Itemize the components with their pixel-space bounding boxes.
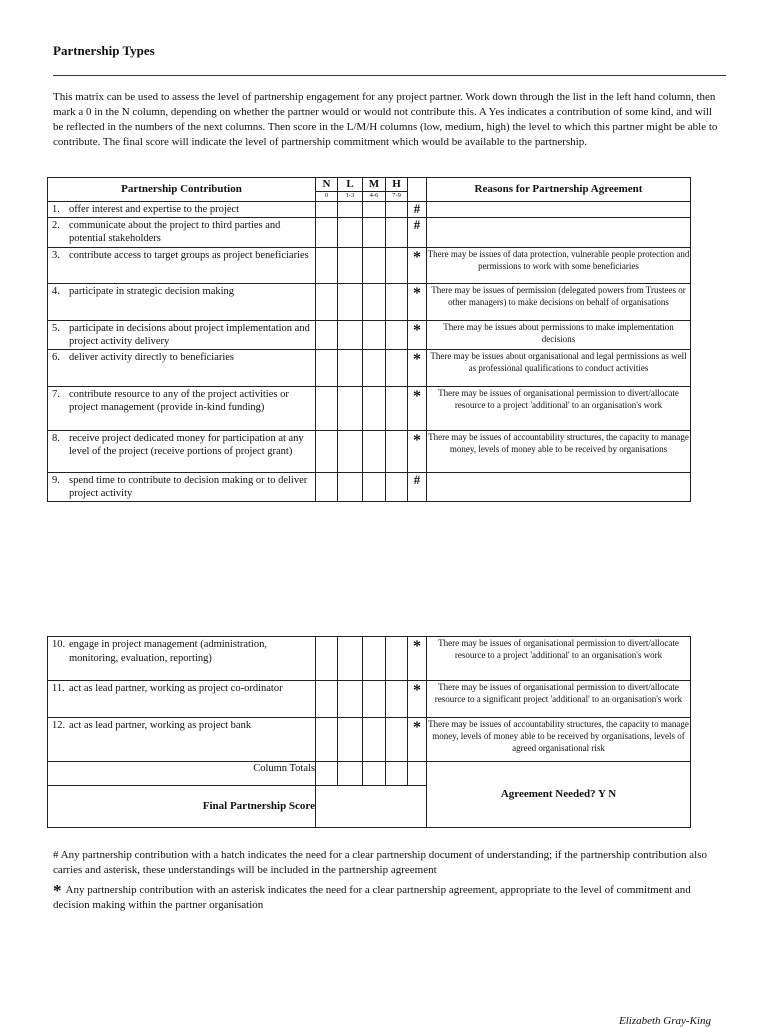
table-row <box>48 386 691 430</box>
table-row <box>48 320 691 349</box>
table-row <box>48 247 691 283</box>
contribution-cell <box>48 386 316 430</box>
score-h-cell[interactable] <box>386 472 408 501</box>
title-divider <box>53 75 726 76</box>
score-m-cell[interactable] <box>363 681 386 718</box>
asterisk-marker: * <box>408 320 427 349</box>
contribution-cell <box>48 247 316 283</box>
hash-marker: # <box>408 472 427 501</box>
score-h-cell[interactable] <box>386 202 408 218</box>
row-number: 9. <box>52 474 60 486</box>
contribution-cell <box>48 637 316 681</box>
row-number: 6. <box>52 351 60 363</box>
contribution-cell <box>48 202 316 218</box>
table-row <box>48 202 691 218</box>
table-row <box>48 637 691 681</box>
score-m-cell[interactable] <box>363 637 386 681</box>
score-m-cell[interactable] <box>363 283 386 320</box>
score-m-cell[interactable] <box>363 217 386 247</box>
contribution-text: receive project dedicated money for participation at any level of the project (receive portions of project grant) <box>69 432 304 457</box>
score-h-cell[interactable] <box>386 217 408 247</box>
reason-cell: There may be issues of organisational permission to divert/allocate resource to a project 'additional' to an organisation's work <box>427 386 691 430</box>
score-h-cell[interactable] <box>386 283 408 320</box>
contribution-text: participate in strategic decision making <box>69 285 235 297</box>
contribution-text: deliver activity directly to beneficiaries <box>69 351 235 363</box>
row-number: 11. <box>52 683 65 694</box>
score-l-cell[interactable] <box>338 637 363 681</box>
table-row <box>48 217 691 247</box>
contribution-cell <box>48 349 316 386</box>
score-l-cell[interactable] <box>338 386 363 430</box>
asterisk-marker: * <box>408 386 427 430</box>
score-h-cell[interactable] <box>386 718 408 762</box>
score-n-cell[interactable] <box>316 430 338 472</box>
score-n-cell[interactable] <box>316 349 338 386</box>
intro-paragraph: This matrix can be used to assess the level of partnership engagement for any project partner. Work down through the list in the left hand column, then mark a 0 in the N column, depending on whether the partner would or would not contribute this. A Yes indicates a contribution of some kind, and will be reflected in the numbers of the next columns. Then score in the L/M/H columns (low, medium, high) the level to which this partner might be able to contribute. The final score will indicate the level of partnership commitment which would be available to the partnership. <box>53 91 718 148</box>
header-m: M 4-6 <box>363 178 386 202</box>
score-l-cell[interactable] <box>338 349 363 386</box>
contribution-text: engage in project management (administration, monitoring, evaluation, reporting) <box>69 639 267 664</box>
score-l-cell[interactable] <box>338 472 363 501</box>
hash-note: # Any partnership contribution with a hatch indicates the need for a clear partnership document of understanding; if the partnership contribution also carries and asterisk, these understandings will be included in the partnership agreement <box>53 849 708 876</box>
matrix-body <box>48 202 691 502</box>
score-n-cell[interactable] <box>316 217 338 247</box>
contribution-cell <box>48 718 316 762</box>
score-n-cell[interactable] <box>316 681 338 718</box>
contribution-text: act as lead partner, working as project co-ordinator <box>69 683 283 694</box>
row-number: 10. <box>52 639 66 650</box>
reason-cell: There may be issues of organisational permission to divert/allocate resource to a project 'additional' to an organisation's work <box>427 637 691 681</box>
column-totals-label: Column Totals <box>48 762 316 786</box>
score-m-cell[interactable] <box>363 202 386 218</box>
contribution-cell <box>48 283 316 320</box>
contribution-cell <box>48 320 316 349</box>
score-l-cell[interactable] <box>338 718 363 762</box>
final-score-cell[interactable] <box>316 786 427 828</box>
table-row <box>48 430 691 472</box>
contribution-text: spend time to contribute to decision making or to deliver project activity <box>69 474 308 499</box>
score-h-cell[interactable] <box>386 320 408 349</box>
score-l-cell[interactable] <box>338 217 363 247</box>
asterisk-marker: * <box>408 681 427 718</box>
score-m-cell[interactable] <box>363 386 386 430</box>
header-flag <box>408 178 427 202</box>
reason-cell: There may be issues about organisational and legal permissions as well as professional qualifications to conduct activities <box>427 349 691 386</box>
score-h-cell[interactable] <box>386 637 408 681</box>
header-h: H 7-9 <box>386 178 408 202</box>
asterisk-marker: * <box>408 349 427 386</box>
header-reasons: Reasons for Partnership Agreement <box>427 178 691 202</box>
row-number: 1. <box>52 204 60 215</box>
row-number: 4. <box>52 285 60 297</box>
contribution-text: offer interest and expertise to the project <box>69 204 240 215</box>
author-footer: Elizabeth Gray-King <box>619 1015 711 1027</box>
table-row <box>48 472 691 501</box>
asterisk-marker: * <box>408 718 427 762</box>
hash-marker: # <box>408 202 427 218</box>
reason-cell <box>427 472 691 501</box>
reason-cell: There may be issues of organisational permission to divert/allocate resource to a significant project 'additional' to an organisation's work <box>427 681 691 718</box>
score-l-cell[interactable] <box>338 681 363 718</box>
contribution-cell <box>48 472 316 501</box>
total-l-cell[interactable] <box>338 762 363 786</box>
asterisk-marker: * <box>408 637 427 681</box>
contribution-text: contribute access to target groups as project beneficiaries <box>69 249 309 261</box>
row-number: 7. <box>52 388 60 400</box>
reason-cell: There may be issues of accountability structures, the capacity to manage money, levels of money able to be received by organisations, levels of agreed organisational risk <box>427 718 691 762</box>
partnership-matrix-table-continued <box>47 636 691 828</box>
score-l-cell[interactable] <box>338 430 363 472</box>
score-m-cell[interactable] <box>363 472 386 501</box>
asterisk-marker: * <box>408 283 427 320</box>
partnership-matrix-table <box>47 177 691 502</box>
total-h-cell[interactable] <box>386 762 408 786</box>
score-n-cell[interactable] <box>316 637 338 681</box>
score-h-cell[interactable] <box>386 386 408 430</box>
total-n-cell[interactable] <box>316 762 338 786</box>
header-n: N 0 <box>316 178 338 202</box>
score-m-cell[interactable] <box>363 349 386 386</box>
table-row <box>48 718 691 762</box>
reason-cell: There may be issues of accountability structures, the capacity to manage money, levels of money able to be received by organisations <box>427 430 691 472</box>
score-n-cell[interactable] <box>316 283 338 320</box>
score-h-cell[interactable] <box>386 430 408 472</box>
score-l-cell[interactable] <box>338 283 363 320</box>
reason-cell <box>427 217 691 247</box>
hash-marker: # <box>408 217 427 247</box>
score-n-cell[interactable] <box>316 386 338 430</box>
header-contribution: Partnership Contribution <box>48 178 316 202</box>
score-h-cell[interactable] <box>386 247 408 283</box>
score-l-cell[interactable] <box>338 320 363 349</box>
contribution-cell <box>48 430 316 472</box>
score-n-cell[interactable] <box>316 472 338 501</box>
score-l-cell[interactable] <box>338 202 363 218</box>
total-flag-cell <box>408 762 427 786</box>
asterisk-note-text: Any partnership contribution with an asterisk indicates the need for a clear partnership agreement, appropriate to the level of commitment and decision making within the partner organisation <box>53 884 691 911</box>
reason-cell: There may be issues of data protection, vulnerable people protection and permissions to work with some beneficiaries <box>427 247 691 283</box>
asterisk-marker: * <box>408 247 427 283</box>
header-l: L 1-3 <box>338 178 363 202</box>
score-h-cell[interactable] <box>386 681 408 718</box>
row-number: 3. <box>52 249 60 261</box>
final-score-label: Final Partnership Score <box>48 786 316 828</box>
page-title: Partnership Types <box>53 43 155 58</box>
score-m-cell[interactable] <box>363 247 386 283</box>
reason-cell: There may be issues of permission (delegated powers from Trustees or other managers) to make decisions on behalf of organisations <box>427 283 691 320</box>
asterisk-marker: * <box>408 430 427 472</box>
reason-cell <box>427 202 691 218</box>
row-number: 2. <box>52 219 60 231</box>
score-m-cell[interactable] <box>363 320 386 349</box>
score-l-cell[interactable] <box>338 247 363 283</box>
contribution-text: act as lead partner, working as project bank <box>69 720 252 731</box>
reason-cell: There may be issues about permissions to make implementation decisions <box>427 320 691 349</box>
row-number: 5. <box>52 322 60 334</box>
agreement-needed[interactable]: Agreement Needed? Y N <box>427 762 691 828</box>
contribution-text: contribute resource to any of the project activities or project management (provide in-kind funding) <box>69 388 289 413</box>
score-n-cell[interactable] <box>316 320 338 349</box>
score-n-cell[interactable] <box>316 247 338 283</box>
table-row <box>48 349 691 386</box>
asterisk-note <box>53 883 723 913</box>
score-h-cell[interactable] <box>386 349 408 386</box>
score-m-cell[interactable] <box>363 718 386 762</box>
table-row <box>48 283 691 320</box>
total-m-cell[interactable] <box>363 762 386 786</box>
score-m-cell[interactable] <box>363 430 386 472</box>
table-row <box>48 681 691 718</box>
row-number: 8. <box>52 432 60 444</box>
score-n-cell[interactable] <box>316 718 338 762</box>
contribution-cell <box>48 217 316 247</box>
contribution-cell <box>48 681 316 718</box>
contribution-text: communicate about the project to third parties and potential stakeholders <box>69 219 281 244</box>
asterisk-symbol: * <box>53 881 62 900</box>
matrix-body-continued <box>48 637 691 762</box>
score-n-cell[interactable] <box>316 202 338 218</box>
contribution-text: participate in decisions about project implementation and project activity delivery <box>69 322 310 347</box>
row-number: 12. <box>52 720 66 731</box>
